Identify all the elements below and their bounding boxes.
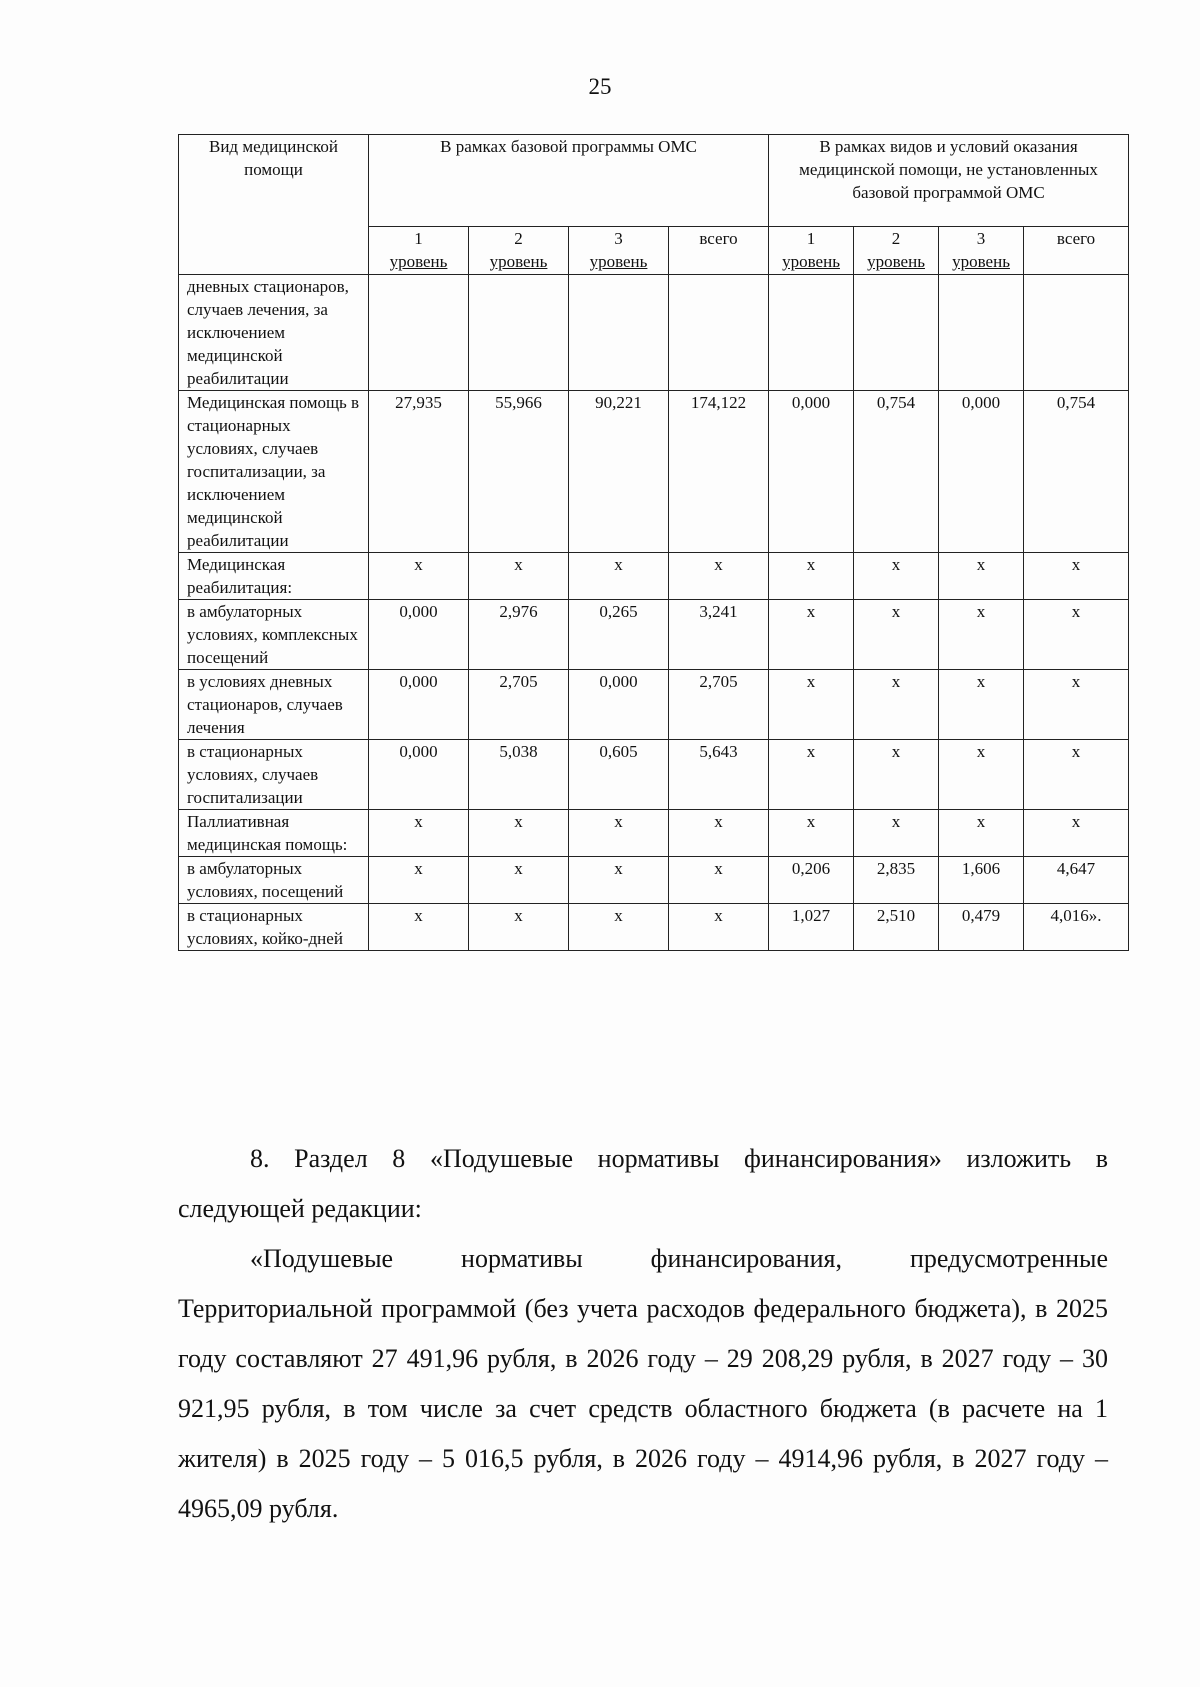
table-row — [179, 904, 1129, 951]
row-label: Медицинская реабилитация: — [179, 553, 369, 600]
table-row — [179, 553, 1129, 600]
table-cell: 0,000 — [369, 670, 469, 740]
table-row — [179, 275, 1129, 391]
table-cell: х — [939, 740, 1024, 810]
table-cell: х — [939, 670, 1024, 740]
table-cell: х — [769, 740, 854, 810]
table-cell: х — [854, 600, 939, 670]
table-cell: 0,605 — [569, 740, 669, 810]
table-cell: 27,935 — [369, 391, 469, 553]
table-cell: 5,038 — [469, 740, 569, 810]
table-cell: 174,122 — [669, 391, 769, 553]
level-header: 2 уровень — [469, 227, 569, 275]
table-cell: х — [854, 670, 939, 740]
row-label: в условиях дневных стационаров, случаев лечения — [179, 670, 369, 740]
table-cell — [569, 275, 669, 391]
table-cell: 0,754 — [854, 391, 939, 553]
table-cell: х — [854, 553, 939, 600]
table-cell: х — [1024, 600, 1129, 670]
table-cell: 0,000 — [569, 670, 669, 740]
level-header: 1 уровень — [769, 227, 854, 275]
table-cell: х — [369, 553, 469, 600]
table-cell — [469, 275, 569, 391]
table-cell: х — [669, 904, 769, 951]
table-cell: х — [854, 810, 939, 857]
table-cell: х — [1024, 740, 1129, 810]
table-row — [179, 740, 1129, 810]
table-cell — [769, 275, 854, 391]
table-cell: х — [469, 810, 569, 857]
table-cell: 0,000 — [369, 740, 469, 810]
table-row — [179, 810, 1129, 857]
table-cell: 2,705 — [669, 670, 769, 740]
table-cell: 4,016». — [1024, 904, 1129, 951]
header-basic-program: В рамках базовой программы ОМС — [369, 135, 769, 227]
table-cell: х — [1024, 670, 1129, 740]
table-cell: х — [854, 740, 939, 810]
table-cell: х — [769, 553, 854, 600]
table-cell: 0,000 — [769, 391, 854, 553]
level-header: 2 уровень — [854, 227, 939, 275]
table-cell: х — [669, 810, 769, 857]
level-header: всего — [669, 227, 769, 275]
table-cell: 0,000 — [939, 391, 1024, 553]
row-label: в стационарных условиях, койко-дней — [179, 904, 369, 951]
level-header: 1 уровень — [369, 227, 469, 275]
row-label: в стационарных условиях, случаев госпитализации — [179, 740, 369, 810]
paragraph-per-capita-norms: «Подушевые нормативы финансирования, предусмотренные Территориальной программой (без учета расходов федерального бюджета), в 2025 году составляют 27 491,96 рубля, в 2026 году – 29 208,29 рубля, в 2027 году – 30 921,95 рубля, в том числе за счет средств областного бюджета (в расчете на 1 жителя) в 2025 году – 5 016,5 рубля, в 2026 году – 4914,96 рубля, в 2027 году – 4965,09 рубля. — [178, 1244, 1108, 1523]
table-cell: 3,241 — [669, 600, 769, 670]
table-cell: х — [569, 553, 669, 600]
table-cell: 1,606 — [939, 857, 1024, 904]
row-label: Паллиативная медицинская помощь: — [179, 810, 369, 857]
table-cell: х — [369, 857, 469, 904]
table-row — [179, 670, 1129, 740]
table-cell: х — [369, 810, 469, 857]
header-extra-program: В рамках видов и условий оказания медицинской помощи, не установленных базовой программой ОМС — [769, 135, 1129, 227]
table-cell: 5,643 — [669, 740, 769, 810]
table-cell: х — [939, 553, 1024, 600]
table-cell: 0,265 — [569, 600, 669, 670]
table-cell: 2,835 — [854, 857, 939, 904]
table-cell: х — [769, 810, 854, 857]
table-cell: 0,754 — [1024, 391, 1129, 553]
header-care-type: Вид медицинской помощи — [179, 135, 369, 275]
table-cell: х — [369, 904, 469, 951]
table-cell: 2,976 — [469, 600, 569, 670]
row-label: дневных стационаров, случаев лечения, за исключением медицинской реабилитации — [179, 275, 369, 391]
table-cell: х — [939, 810, 1024, 857]
level-header: 3 уровень — [569, 227, 669, 275]
table-cell: х — [669, 553, 769, 600]
table-cell — [854, 275, 939, 391]
table-cell: 55,966 — [469, 391, 569, 553]
paragraph-section-8: 8. Раздел 8 «Подушевые нормативы финансирования» изложить в следующей редакции: — [178, 1144, 1108, 1223]
table-cell: 0,000 — [369, 600, 469, 670]
table-cell: х — [769, 670, 854, 740]
table-cell: 0,206 — [769, 857, 854, 904]
table-cell: 0,479 — [939, 904, 1024, 951]
table-cell: 90,221 — [569, 391, 669, 553]
row-label: в амбулаторных условиях, посещений — [179, 857, 369, 904]
table-row — [179, 857, 1129, 904]
table-cell: 4,647 — [1024, 857, 1129, 904]
level-header: всего — [1024, 227, 1129, 275]
table-cell: х — [569, 904, 669, 951]
table-cell: х — [569, 857, 669, 904]
table-cell: 2,510 — [854, 904, 939, 951]
table-cell: х — [569, 810, 669, 857]
table-cell: 1,027 — [769, 904, 854, 951]
row-label: в амбулаторных условиях, комплексных посещений — [179, 600, 369, 670]
table-cell: х — [669, 857, 769, 904]
level-header: 3 уровень — [939, 227, 1024, 275]
table-cell — [1024, 275, 1129, 391]
table-cell: х — [1024, 553, 1129, 600]
row-label: Медицинская помощь в стационарных условиях, случаев госпитализации, за исключением медицинской реабилитации — [179, 391, 369, 553]
table-row — [179, 391, 1129, 553]
body-text — [178, 1134, 1108, 1534]
table-cell: 2,705 — [469, 670, 569, 740]
table-cell: х — [939, 600, 1024, 670]
table-cell: х — [469, 857, 569, 904]
table-cell: х — [469, 904, 569, 951]
page-number: 25 — [588, 74, 612, 99]
table-cell: х — [469, 553, 569, 600]
table-cell: х — [769, 600, 854, 670]
table-cell — [669, 275, 769, 391]
table-cell — [369, 275, 469, 391]
table-row — [179, 600, 1129, 670]
medical-care-table — [178, 134, 1129, 951]
table-cell — [939, 275, 1024, 391]
table-cell: х — [1024, 810, 1129, 857]
